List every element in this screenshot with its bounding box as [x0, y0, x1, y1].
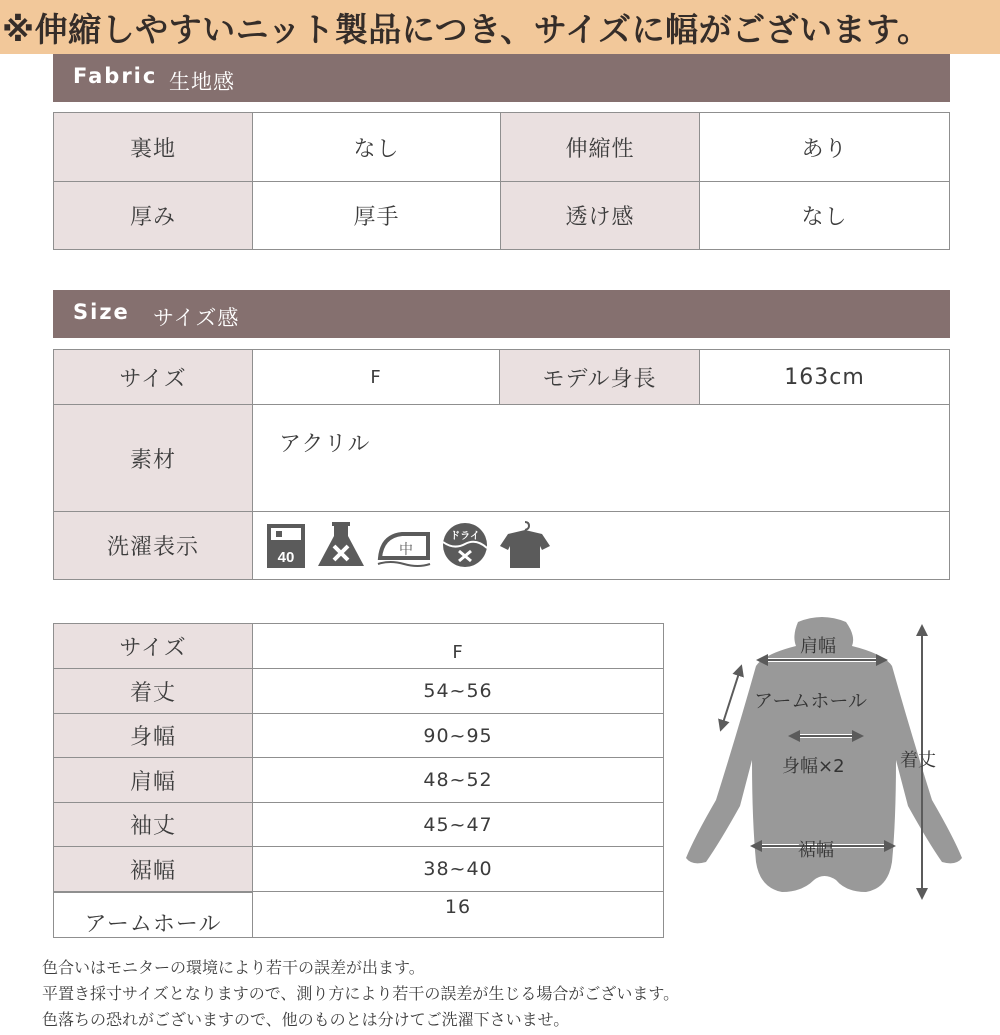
fabric-value-lining: なし — [253, 113, 501, 182]
size-label: サイズ — [54, 350, 253, 405]
care-label: 洗濯表示 — [54, 512, 253, 580]
fabric-label-lining: 裏地 — [54, 113, 253, 182]
iron-medium-icon — [376, 520, 432, 570]
model-height-value: 163cm — [700, 350, 950, 405]
diagram-label-shoulder: 肩幅 — [800, 636, 836, 657]
note-line: 色落ちの恐れがございますので、他のものとは分けてご洗濯下さいませ。 — [42, 1010, 570, 1029]
fabric-title-jp: 生地感 — [169, 70, 235, 94]
fabric-label-stretch: 伸縮性 — [501, 113, 700, 182]
note-line: 平置き採寸サイズとなりますので、測り方により若干の誤差が生じる場合がございます。 — [42, 984, 680, 1003]
size-title-jp: サイズ感 — [153, 306, 240, 330]
measurement-table — [53, 623, 664, 938]
measure-label-body-width: 身幅 — [54, 714, 253, 758]
wash-40-icon — [266, 520, 306, 570]
measure-header-label: サイズ — [54, 624, 253, 669]
no-bleach-icon — [314, 520, 368, 570]
notes — [42, 955, 679, 1033]
diagram-label-hem: 裾幅 — [798, 840, 834, 861]
measure-label-armhole: アームホール — [54, 892, 253, 938]
wash-temp-text: 40 — [277, 549, 295, 566]
hang-dry-icon — [498, 520, 552, 570]
care-icons — [266, 520, 552, 570]
fabric-value-thickness: 厚手 — [253, 182, 501, 250]
diagram-label-body-width: 身幅×2 — [782, 756, 845, 777]
diagram-label-length: 着丈 — [900, 750, 936, 771]
iron-level-text: 中 — [399, 542, 413, 558]
measure-value-armhole: 16 — [253, 892, 664, 938]
fabric-table — [53, 112, 950, 250]
size-value: F — [253, 350, 500, 405]
fabric-value-sheerness: なし — [700, 182, 950, 250]
diagram-label-armhole: アームホール — [754, 690, 868, 712]
measure-value-hem: 38~40 — [253, 847, 664, 892]
measure-label-hem: 裾幅 — [54, 847, 253, 892]
fabric-value-stretch: あり — [700, 113, 950, 182]
fabric-label-sheerness: 透け感 — [501, 182, 700, 250]
size-section-header — [53, 290, 950, 338]
notice-banner-text: ※伸縮しやすいニット製品につき、サイズに幅がございます。 — [2, 10, 931, 49]
garment-diagram — [670, 610, 980, 910]
fabric-title-en: Fabric — [73, 64, 158, 88]
size-title-en: Size — [73, 300, 130, 324]
note-line: 色合いはモニターの環境により若干の誤差が出ます。 — [42, 958, 425, 977]
dry-label-text: ドライ — [450, 531, 480, 542]
model-height-label: モデル身長 — [500, 350, 700, 405]
measure-label-length: 着丈 — [54, 669, 253, 714]
measure-value-body-width: 90~95 — [253, 714, 664, 758]
fabric-label-thickness: 厚み — [54, 182, 253, 250]
measure-value-shoulder: 48~52 — [253, 758, 664, 803]
notice-banner — [0, 0, 1000, 54]
measure-value-sleeve: 45~47 — [253, 803, 664, 847]
material-label: 素材 — [54, 405, 253, 512]
measure-value-length: 54~56 — [253, 669, 664, 714]
no-dry-clean-icon — [440, 520, 490, 570]
measure-header-value: F — [253, 624, 664, 669]
measure-label-shoulder: 肩幅 — [54, 758, 253, 803]
material-value: アクリル — [253, 405, 950, 512]
fabric-section-header — [53, 54, 950, 102]
measure-label-sleeve: 袖丈 — [54, 803, 253, 847]
